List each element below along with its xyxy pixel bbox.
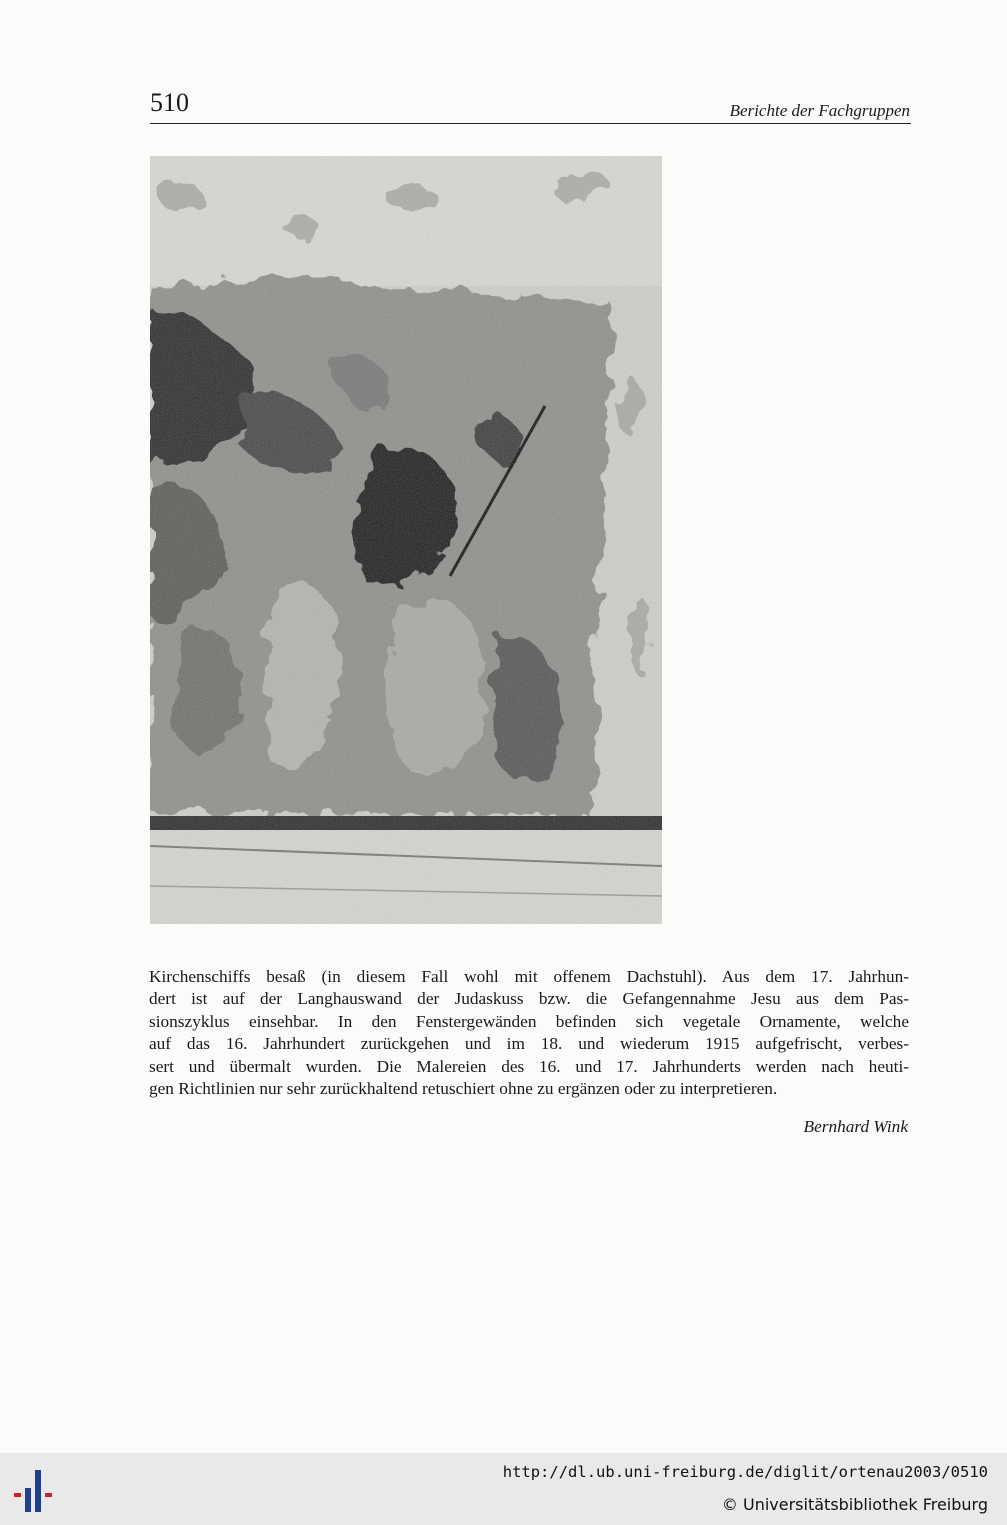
page-number: 510 — [150, 88, 189, 117]
mural-photograph — [150, 156, 662, 924]
text-line: auf das 16. Jahrhundert zurückgehen und im 18. und wiederum 1915 aufgefrischt, verbes- — [149, 1034, 909, 1054]
footer-url-link[interactable]: http://dl.ub.uni-freiburg.de/diglit/ortenau2003/0510 — [502, 1463, 988, 1481]
text-line: sionszyklus einsehbar. In den Fenstergewänden befinden sich vegetale Ornamente, welche — [149, 1011, 909, 1031]
text-line: sert und übermalt wurden. Die Malereien des 16. und 17. Jahrhunderts werden nach heuti- — [149, 1056, 909, 1076]
mural-photo-image — [150, 156, 662, 924]
text-line: gen Richtlinien nur sehr zurückhaltend retuschiert ohne zu ergänzen oder zu interpretieren. — [149, 1079, 778, 1099]
author-signature: Bernhard Wink — [803, 1117, 908, 1136]
text-line: dert ist auf der Langhauswand der Judaskuss bzw. die Gefangennahme Jesu aus dem Pas- — [149, 989, 909, 1009]
body-paragraph — [149, 966, 909, 1100]
header-rule — [150, 123, 911, 124]
text-line: Kirchenschiffs besaß (in diesem Fall wohl mit offenem Dachstuhl). Aus dem 17. Jahrhun- — [149, 967, 909, 986]
footer-copyright: © Universitätsbibliothek Freiburg — [721, 1495, 988, 1514]
ub-freiburg-logo-icon[interactable] — [14, 1466, 64, 1516]
running-head: Berichte der Fachgruppen — [729, 101, 910, 120]
